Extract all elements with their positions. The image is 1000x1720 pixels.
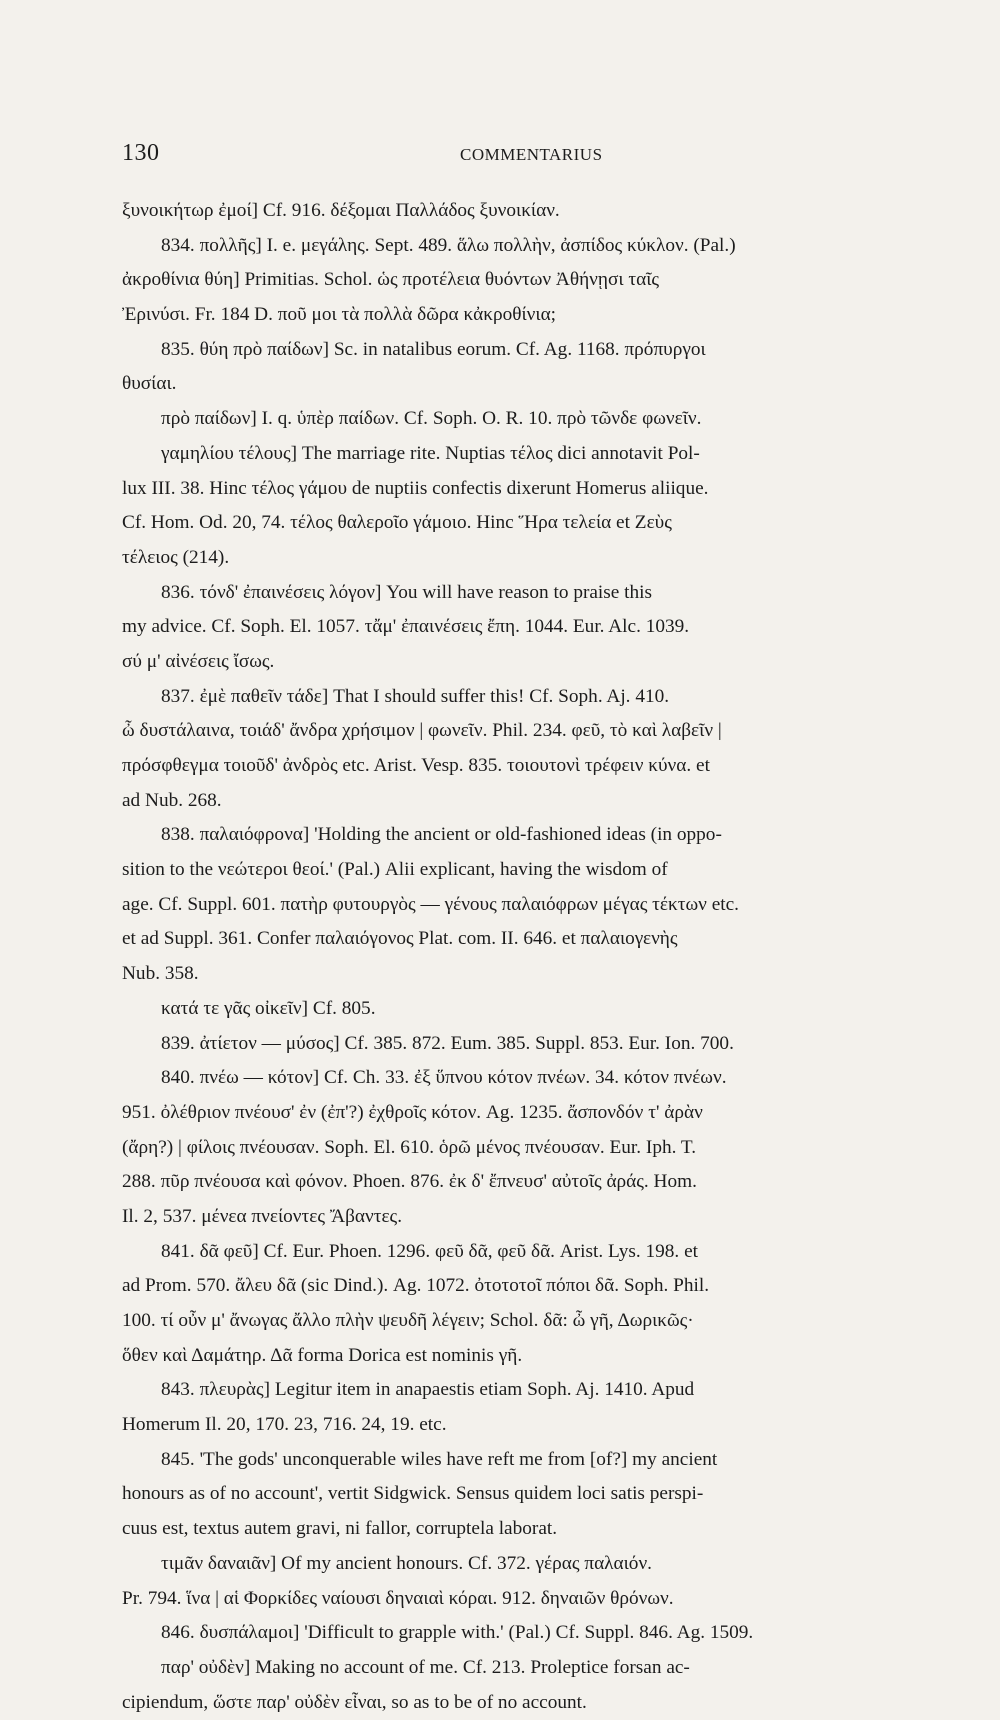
page-number: 130 [122, 140, 160, 166]
text-line: τέλειος (214). [122, 546, 230, 568]
text-line: ad Nub. 268. [122, 789, 222, 811]
text-line: Il. 2, 537. μένεα πνείοντες Ἄβαντες. [122, 1205, 403, 1227]
text-line: 838. παλαιόφρονα] 'Holding the ancient or old-fashioned ideas (in oppo- [161, 824, 722, 846]
text-line: τιμᾶν δαναιᾶν] Of my ancient honours. Cf. 372. γέρας παλαιόν. [161, 1552, 652, 1574]
text-line: ὦ δυστάλαινα, τοιάδ' ἄνδρα χρήσιμον | φωνεῖν. Phil. 234. φεῦ, τὸ καὶ λαβεῖν | [122, 720, 722, 742]
text-line: Ἐρινύσι. Fr. 184 D. ποῦ μοι τὰ πολλὰ δῶρα κἀκροθίνια; [122, 304, 557, 326]
text-line: Cf. Hom. Od. 20, 74. τέλος θαλεροῖο γάμοιο. Hinc Ἥρα τελεία et Ζεὺς [122, 512, 672, 534]
text-line: 835. θύη πρὸ παίδων] Sc. in natalibus eorum. Cf. Ag. 1168. πρόπυργοι [161, 338, 706, 360]
text-line: ἀκροθίνια θύη] Primitias. Schol. ὡς προτέλεια θυόντων Ἀθήνῃσι ταῖς [122, 269, 660, 291]
text-line: (ἄρη?) | φίλοις πνέουσαν. Soph. El. 610. ὁρῶ μένος πνέουσαν. Eur. Iph. T. [122, 1136, 697, 1158]
text-line: cuus est, textus autem gravi, ni fallor, corruptela laborat. [122, 1518, 558, 1540]
text-line: Pr. 794. ἵνα | αἱ Φορκίδες ναίουσι δηναιαὶ κόραι. 912. δηναιῶν θρόνων. [122, 1587, 674, 1609]
text-line: 288. πῦρ πνέουσα καὶ φόνον. Phoen. 876. ἐκ δ' ἔπνευσ' αὐτοῖς ἀράς. Hom. [122, 1171, 697, 1193]
text-line: θυσίαι. [122, 373, 177, 395]
text-line: et ad Suppl. 361. Confer παλαιόγονος Plat. com. II. 646. et παλαιογενὴς [122, 928, 678, 950]
text-line: ξυνοικήτωρ ἐμοί] Cf. 916. δέξομαι Παλλάδος ξυνοικίαν. [122, 200, 560, 221]
text-line: my advice. Cf. Soph. El. 1057. τἄμ' ἐπαινέσεις ἔπη. 1044. Eur. Alc. 1039. [122, 616, 690, 638]
text-line: age. Cf. Suppl. 601. πατὴρ φυτουργὸς — γένους παλαιόφρων μέγας τέκτων etc. [122, 893, 740, 915]
text-line: γαμηλίου τέλους] The marriage rite. Nuptias τέλος dici annotavit Pol- [161, 442, 700, 464]
text-line: 841. δᾶ φεῦ] Cf. Eur. Phoen. 1296. φεῦ δᾶ, φεῦ δᾶ. Arist. Lys. 198. et [161, 1240, 698, 1262]
text-line: πρὸ παίδων] I. q. ὑπὲρ παίδων. Cf. Soph. O. R. 10. πρὸ τῶνδε φωνεῖν. [161, 408, 702, 430]
text-line: 843. πλευρὰς] Legitur item in anapaestis etiam Soph. Aj. 1410. Apud [161, 1379, 695, 1401]
text-line: Homerum Il. 20, 170. 23, 716. 24, 19. etc. [122, 1414, 447, 1436]
text-line: 100. τί οὖν μ' ἄνωγας ἄλλο πλὴν ψευδῆ λέγειν; Schol. δᾶ: ὦ γῆ, Δωρικῶς· [122, 1310, 694, 1331]
text-line: 951. ὀλέθριον πνέουσ' ἐν (ἐπ'?) ἐχθροῖς κότον. Ag. 1235. ἄσπονδόν τ' ἀρὰν [122, 1101, 703, 1123]
text-line: Nub. 358. [122, 963, 199, 985]
running-title: COMMENTARIUS [460, 145, 603, 164]
text-line: 845. 'The gods' unconquerable wiles have reft me from [of?] my ancient [161, 1448, 718, 1470]
text-line: 837. ἐμὲ παθεῖν τάδε] That I should suffer this! Cf. Soph. Aj. 410. [161, 685, 670, 707]
commentary-body [122, 194, 934, 1720]
text-line: παρ' οὐδὲν] Making no account of me. Cf. 213. Proleptice forsan ac- [161, 1656, 690, 1678]
page-header [122, 140, 662, 180]
text-line: 839. ἀτίετον — μύσος] Cf. 385. 872. Eum. 385. Suppl. 853. Eur. Ion. 700. [161, 1032, 734, 1054]
text-line: honours as of no account', vertit Sidgwick. Sensus quidem loci satis perspi- [122, 1483, 704, 1505]
text-line: 840. πνέω — κότον] Cf. Ch. 33. ἐξ ὕπνου κότον πνέων. 34. κότον πνέων. [161, 1067, 727, 1089]
text-line: πρόσφθεγμα τοιοῦδ' ἀνδρὸς etc. Arist. Vesp. 835. τοιουτονὶ τρέφειν κύνα. et [122, 755, 710, 776]
text-line: κατά τε γᾶς οἰκεῖν] Cf. 805. [161, 997, 376, 1019]
text-line: σύ μ' αἰνέσεις ἴσως. [122, 650, 275, 672]
text-line: lux III. 38. Hinc τέλος γάμου de nuptiis confectis dixerunt Homerus aliique. [122, 477, 709, 499]
text-line: ad Prom. 570. ἄλευ δᾶ (sic Dind.). Ag. 1072. ὀτοτοτοῖ πόποι δᾶ. Soph. Phil. [122, 1275, 710, 1297]
text-line: 836. τόνδ' ἐπαινέσεις λόγον] You will have reason to praise this [161, 581, 653, 603]
text-line: 846. δυσπάλαμοι] 'Difficult to grapple with.' (Pal.) Cf. Suppl. 846. Ag. 1509. [161, 1622, 754, 1644]
text-line: cipiendum, ὥστε παρ' οὐδὲν εἶναι, so as to be of no account. [122, 1691, 587, 1713]
text-line: ὅθεν καὶ Δαμάτηρ. Δᾶ forma Dorica est nominis γῆ. [122, 1344, 523, 1366]
text-line: 834. πολλῆς] I. e. μεγάλης. Sept. 489. ἅλω πολλὴν, ἀσπίδος κύκλον. (Pal.) [161, 234, 736, 256]
text-line: sition to the νεώτεροι θεοί.' (Pal.) Alii explicant, having the wisdom of [122, 859, 668, 881]
